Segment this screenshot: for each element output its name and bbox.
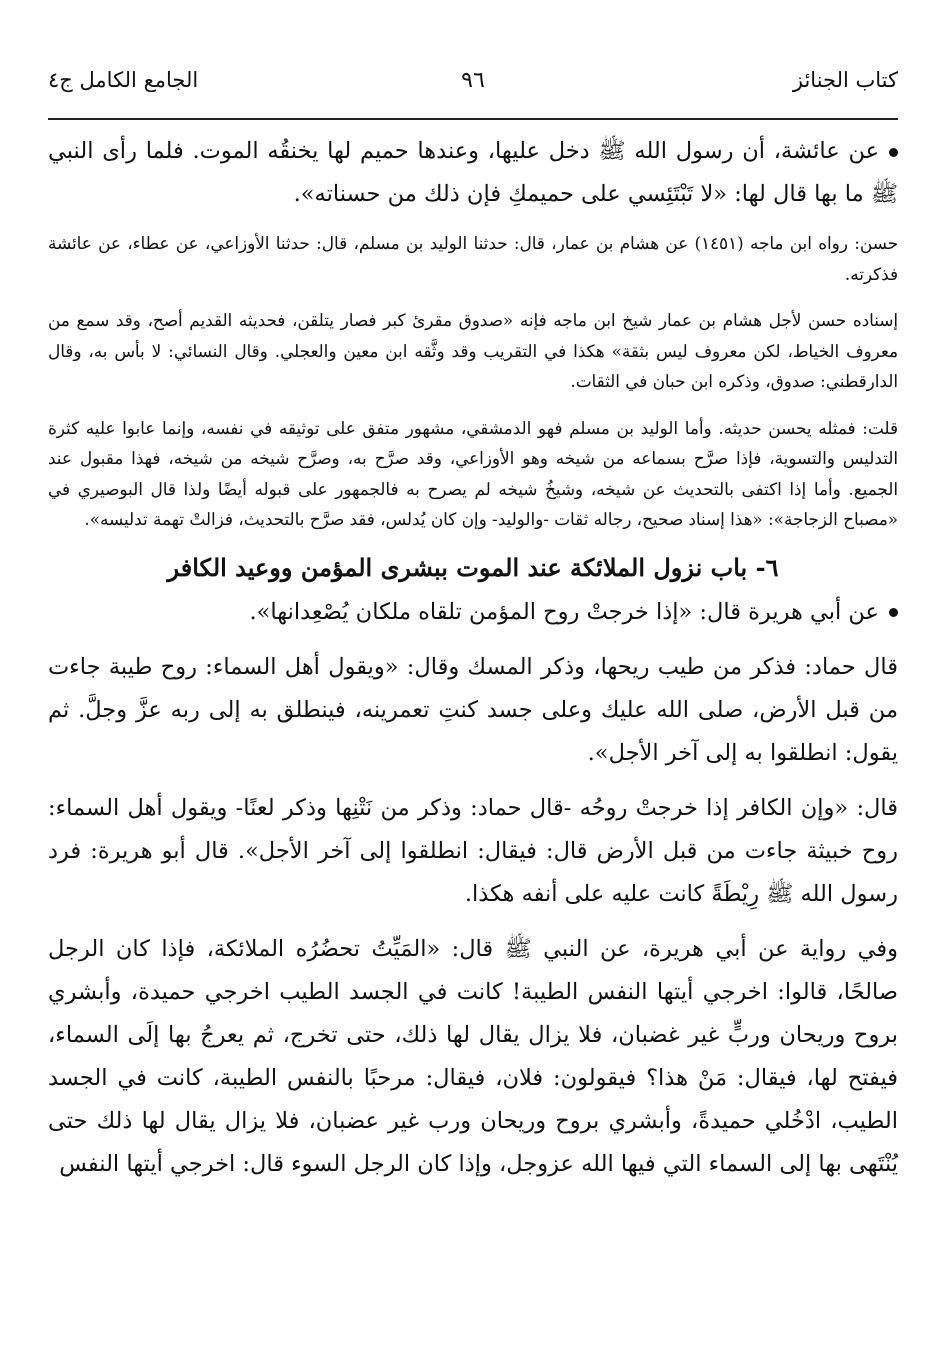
hadith-abu-hurayra xyxy=(48,591,898,634)
bullet-icon xyxy=(889,148,898,157)
commentary-note: قلت: فمثله يحسن حديثه. وأما الوليد بن مسلم فهو الدمشقي، مشهور متفق على توثيقه في نفسه، وإنما عابوا عليه كثرة التدليس والتسوية، فإذا صرَّح بسماعه من شيخه وهو الأوزاعي، وقد صرَّح به، وصرَّح شيخه من شيخه، فهذا مقبول عند الجميع. وأما إذا اكتفى بالتحديث عن شيخه، وشيخُ شيخه لم يصرح به فالجمهور على قبوله أيضًا ولذا قال البوصيري في «مصباح الزجاجة»: «هذا إسناد صحيح، رجاله ثقات -والوليد- وإن كان يُدلس، فقد صرَّح بالتحديث، فزالتْ تهمة تدليسه». xyxy=(48,417,898,529)
takhrij-note: حسن: رواه ابن ماجه (١٤٥١) عن هشام بن عمار، قال: حدثنا الوليد بن مسلم، قال: حدثنا الأوزاعي، عن عطاء، عن عائشة فذكرته. xyxy=(48,233,898,284)
isnad-note: إسناده حسن لأجل هشام بن عمار شيخ ابن ماجه فإنه «صدوق مقرئ كبر فصار يتلقن، فحديثه القديم أصح، وقد سمع من معروف الخياط، لكن معروف ليس بثقة» هكذا في التقريب وقد وثَّقه ابن معين والعجلي. وقال النسائي: لا بأس به، وقال الدارقطني: صدوق، وذكره ابن حبان في الثقات. xyxy=(48,310,898,391)
bullet-icon xyxy=(889,608,898,617)
book-section-title: كتاب الجنائز xyxy=(792,68,898,92)
kafir-narration: قال: «وإن الكافر إذا خرجتْ روحُه -قال حماد: وذكر من نَتْنِها وذكر لعنًا- ويقول أهل السماء: روح خبيثة جاءت من قبل الأرض قال: فيقال: انطلقوا إلى آخر الأجل». قال أبو هريرة: فرد رسول الله ﷺ رِيْطَةً كانت عليه على أنفه هكذا. xyxy=(48,794,898,907)
page-content xyxy=(48,130,898,1186)
hadith-abu-hurayra-text: عن أبي هريرة قال: «إذا خرجتْ روح المؤمن تلقاه ملكان يُصْعِدانها». xyxy=(249,598,879,625)
page-header xyxy=(48,62,898,120)
page-number: ٩٦ xyxy=(461,68,485,93)
second-narration: وفي رواية عن أبي هريرة، عن النبي ﷺ قال: «المَيِّتُ تحضُرُه الملائكة، فإذا كان الرجل صالحًا، قالوا: اخرجي أيتها النفس الطيبة! كانت في الجسد الطيب اخرجي حميدة، وأبشري بروح وريحان وربٍّ غير غضبان، فلا يزال يقال لها ذلك، حتى تخرج، ثم يعرجُ بها إلَى السماء، فيفتح لها، فيقال: مَنْ هذا؟ فيقولون: فلان، فيقال: مرحبًا بالنفس الطيبة، كانت في الجسد الطيب، ادْخُلي حميدةً، وأبشري بروح وريحان ورب غير عضبان، فلا يزال يقال لها ذلك حتى يُنْتَهى بها إلى السماء التي فيها الله عزوجل، وإذا كان الرجل السوء قال: اخرجي أيتها النفس xyxy=(48,935,898,1177)
hadith-aisha xyxy=(48,130,898,216)
hadith-aisha-text: عن عائشة، أن رسول الله ﷺ دخل عليها، وعندها حميم لها يخنقُه الموت. فلما رأى النبي ﷺ ما بها قال لها: «لا تَبْتَئِسي على حميمكِ فإن ذلك من حسناته». xyxy=(48,138,898,207)
book-title: الجامع الكامل ج٤ xyxy=(48,68,199,92)
hammad-narration: قال حماد: فذكر من طيب ريحها، وذكر المسك وقال: «ويقول أهل السماء: روح طيبة جاءت من قبل الأرض، صلى الله عليك وعلى جسد كنتِ تعمرينه، فينطلق به إلى ربه عزَّ وجلَّ. ثم يقول: انطلقوا به إلى آخر الأجل». xyxy=(48,653,898,766)
chapter-heading: ٦- باب نزول الملائكة عند الموت ببشرى المؤمن ووعيد الكافر xyxy=(167,552,779,582)
book-page xyxy=(48,62,898,1186)
